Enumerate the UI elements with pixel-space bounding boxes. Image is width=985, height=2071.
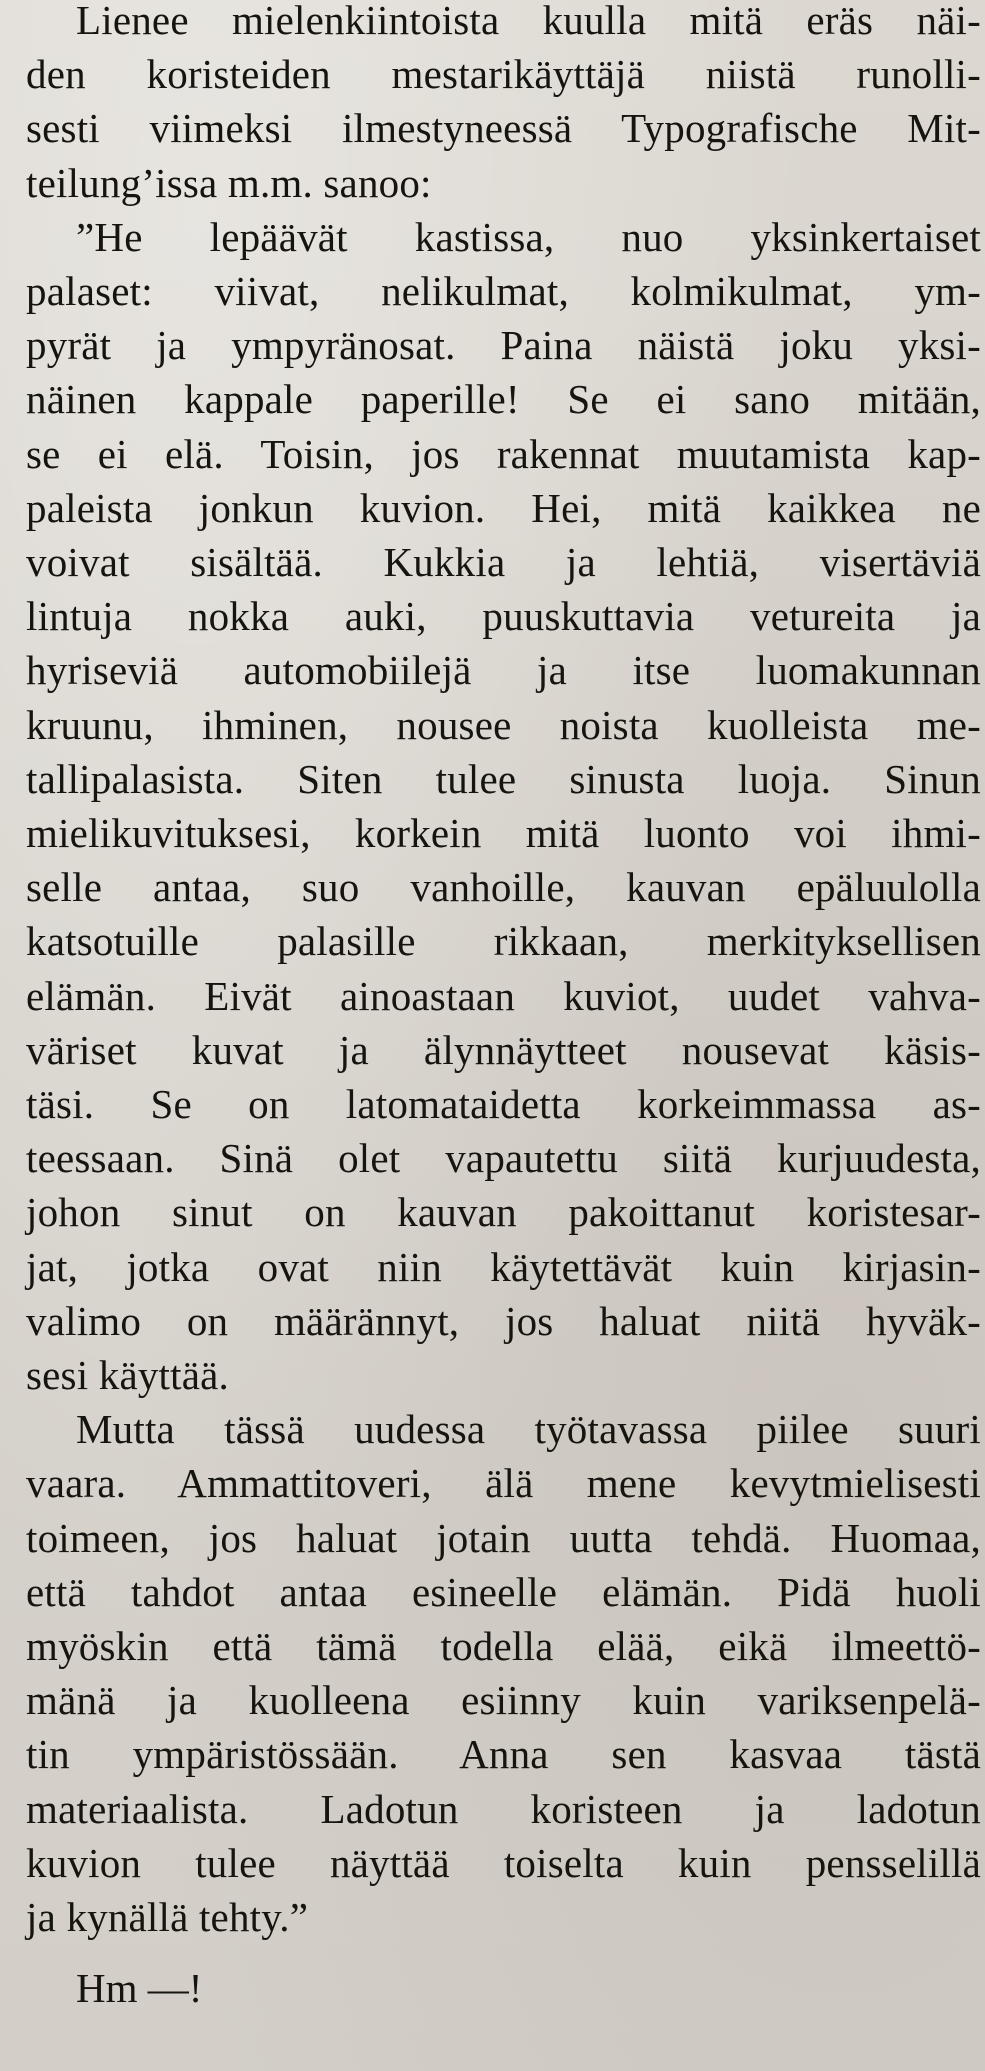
text-line: paleista jonkun kuvion. Hei, mitä kaikkea ne	[26, 484, 981, 531]
text-line: täsi. Se on latomataidetta korkeimmassa as-	[26, 1081, 981, 1127]
text-line: väriset kuvat ja älynnäytteet nousevat käsis-	[26, 1026, 981, 1073]
text-line: kuvion tulee näyttää toiselta kuin pensselillä	[26, 1839, 981, 1886]
text-line: sesi käyttää.	[26, 1352, 229, 1398]
text-line: selle antaa, suo vanhoille, kauvan epäluulolla	[26, 864, 981, 911]
text-line: se ei elä. Toisin, jos rakennat muutamista kap-	[26, 430, 981, 477]
text-line: elämän. Eivät ainoastaan kuviot, uudet vahva-	[26, 972, 981, 1019]
text-line: lintuja nokka auki, puuskuttavia vetureita ja	[26, 593, 981, 640]
text-line: sesti viimeksi ilmestyneessä Typografische Mit-	[26, 105, 981, 152]
text-line: Lienee mielenkiintoista kuulla mitä eräs näi-	[76, 0, 981, 43]
text-line: Mutta tässä uudessa työtavassa piilee suuri	[76, 1406, 981, 1453]
text-line: materiaalista. Ladotun koristeen ja ladotun	[26, 1785, 981, 1832]
paragraph-closing	[76, 1963, 202, 2013]
text-line: Hm —!	[76, 1965, 203, 2012]
text-line: palaset: viivat, nelikulmat, kolmikulmat, ym-	[26, 268, 981, 314]
text-line: jat, jotka ovat niin käytettävät kuin kirjasin-	[26, 1243, 981, 1290]
text-line: den koristeiden mestarikäyttäjä niistä runolli-	[26, 51, 981, 98]
text-line: vaara. Ammattitoveri, älä mene kevytmielisesti	[26, 1460, 981, 1507]
text-line: johon sinut on kauvan pakoittanut koristesar-	[26, 1189, 981, 1236]
text-line: voivat sisältää. Kukkia ja lehtiä, visertäviä	[26, 539, 981, 585]
text-line: mielikuvituksesi, korkein mitä luonto voi ihmi-	[26, 810, 981, 856]
text-line: tallipalasista. Siten tulee sinusta luoja. Sinun	[26, 755, 981, 802]
book-page	[26, 0, 981, 2052]
text-line: ”He lepäävät kastissa, nuo yksinkertaiset	[76, 213, 981, 260]
text-line: katsotuille palasille rikkaan, merkityksellisen	[26, 918, 981, 965]
text-line: kruunu, ihminen, nousee noista kuolleista me-	[26, 701, 981, 748]
text-line: toimeen, jos haluat jotain uutta tehdä. Huomaa,	[26, 1514, 981, 1561]
text-line: pyrät ja ympyränosat. Paina näistä joku yksi-	[26, 322, 981, 369]
text-line: teilung’issa m.m. sanoo:	[26, 159, 432, 206]
text-line: että tahdot antaa esineelle elämän. Pidä huoli	[26, 1568, 981, 1615]
text-line: valimo on määrännyt, jos haluat niitä hyväk-	[26, 1297, 981, 1344]
text-line: teessaan. Sinä olet vapautettu siitä kurjuudesta,	[26, 1135, 981, 1182]
text-line: myöskin että tämä todella elää, eikä ilmeettö-	[26, 1623, 981, 1669]
text-line: mänä ja kuolleena esiinny kuin variksenpelä-	[26, 1677, 981, 1724]
text-line: näinen kappale paperille! Se ei sano mitään,	[26, 376, 981, 423]
text-line: hyriseviä automobiilejä ja itse luomakunnan	[26, 647, 981, 694]
text-line: tin ympäristössään. Anna sen kasvaa tästä	[26, 1731, 981, 1778]
text-line: ja kynällä tehty.”	[26, 1894, 309, 1940]
